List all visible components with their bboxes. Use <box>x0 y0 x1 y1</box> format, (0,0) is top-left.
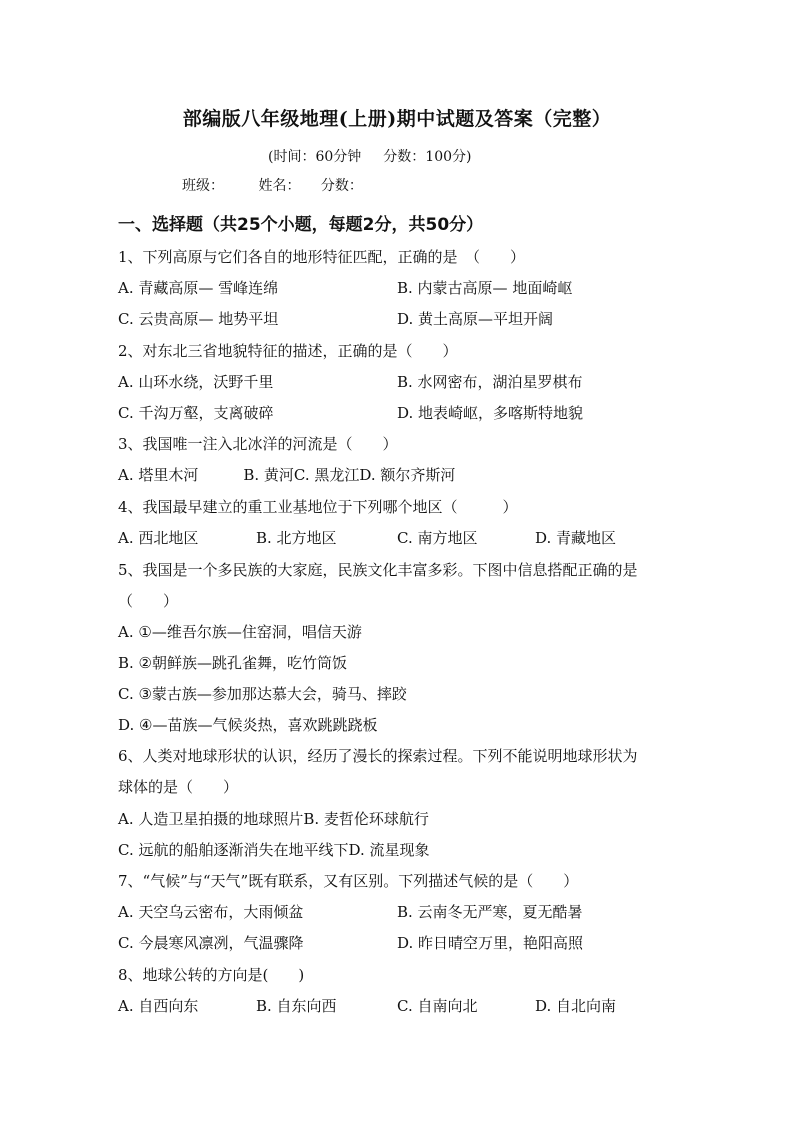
student-info <box>182 175 393 195</box>
question-5-option-d: D. ④—苗族—气候炎热，喜欢跳跳跷板 <box>118 716 378 734</box>
question-1-option-c: C. 云贵高原— 地势平坦 <box>118 310 279 328</box>
question-6-options-ab: A. 人造卫星拍摄的地球照片B. 麦哲伦环球航行 <box>118 810 429 828</box>
name-label: 姓名： <box>258 178 301 194</box>
question-5-answer-paren: （ ） <box>118 592 179 610</box>
question-7-option-d: D. 昨日晴空万里，艳阳高照 <box>397 934 584 952</box>
question-1-option-a: A. 青藏高原— 雪峰连绵 <box>118 279 279 297</box>
page-title: 部编版八年级地理(上册)期中试题及答案（完整） <box>182 108 612 130</box>
question-4-stem: 4、我国最早建立的重工业基地位于下列哪个地区（ ） <box>118 498 518 516</box>
score-label: 分数： <box>320 178 363 194</box>
question-5-option-b: B. ②朝鲜族—跳孔雀舞，吃竹筒饭 <box>118 654 348 672</box>
question-2-option-b: B. 水网密布，湖泊星罗棋布 <box>397 373 583 391</box>
question-6-stem-cont: 球体的是（ ） <box>118 778 239 796</box>
question-1-stem: 1、下列高原与它们各自的地形特征匹配，正确的是 （ ） <box>118 248 526 266</box>
section-heading: 一、选择题（共25个小题，每题2分，共50分） <box>118 215 484 235</box>
question-6-options-cd: C. 远航的船舶逐渐消失在地平线下D. 流星现象 <box>118 841 430 859</box>
score-info: 分数：100分) <box>383 149 472 165</box>
question-2-stem: 2、对东北三省地貌特征的描述，正确的是（ ） <box>118 342 458 360</box>
question-7-option-a: A. 天空乌云密布，大雨倾盆 <box>118 903 304 921</box>
question-5-stem: 5、我国是一个多民族的大家庭，民族文化丰富多彩。下图中信息搭配正确的是 <box>118 561 638 579</box>
question-4-option-b: B. 北方地区 <box>256 529 337 547</box>
time-info: (时间：60分钟 <box>268 149 362 165</box>
question-3-options: A. 塔里木河 B. 黄河C. 黑龙江D. 额尔齐斯河 <box>118 466 456 484</box>
question-5-option-c: C. ③蒙古族—参加那达慕大会，骑马、摔跤 <box>118 685 407 703</box>
exam-subtitle <box>268 146 471 166</box>
question-1-option-d: D. 黄土高原—平坦开阔 <box>397 310 554 328</box>
question-5-option-a: A. ①—维吾尔族—住窑洞，唱信天游 <box>118 623 362 641</box>
question-1-option-b: B. 内蒙古高原— 地面崎岖 <box>397 279 573 297</box>
question-4-option-c: C. 南方地区 <box>397 529 478 547</box>
question-8-option-c: C. 自南向北 <box>397 997 478 1015</box>
question-8-option-b: B. 自东向西 <box>256 997 337 1015</box>
class-label: 班级： <box>182 178 224 194</box>
question-4-option-d: D. 青藏地区 <box>535 529 617 547</box>
question-8-option-a: A. 自西向东 <box>118 997 199 1015</box>
question-8-stem: 8、地球公转的方向是( ) <box>118 966 305 984</box>
question-4-option-a: A. 西北地区 <box>118 529 199 547</box>
question-7-option-b: B. 云南冬无严寒，夏无酷暑 <box>397 903 583 921</box>
question-7-option-c: C. 今晨寒风凛冽，气温骤降 <box>118 934 304 952</box>
question-8-option-d: D. 自北向南 <box>535 997 617 1015</box>
question-7-stem: 7、“气候”与“天气”既有联系，又有区别。下列描述气候的是（ ） <box>118 872 579 890</box>
question-2-option-c: C. 千沟万壑，支离破碎 <box>118 404 274 422</box>
question-3-stem: 3、我国唯一注入北冰洋的河流是（ ） <box>118 435 398 453</box>
question-6-stem: 6、人类对地球形状的认识，经历了漫长的探索过程。下列不能说明地球形状为 <box>118 747 638 765</box>
question-2-option-a: A. 山环水绕，沃野千里 <box>118 373 274 391</box>
question-2-option-d: D. 地表崎岖，多喀斯特地貌 <box>397 404 584 422</box>
